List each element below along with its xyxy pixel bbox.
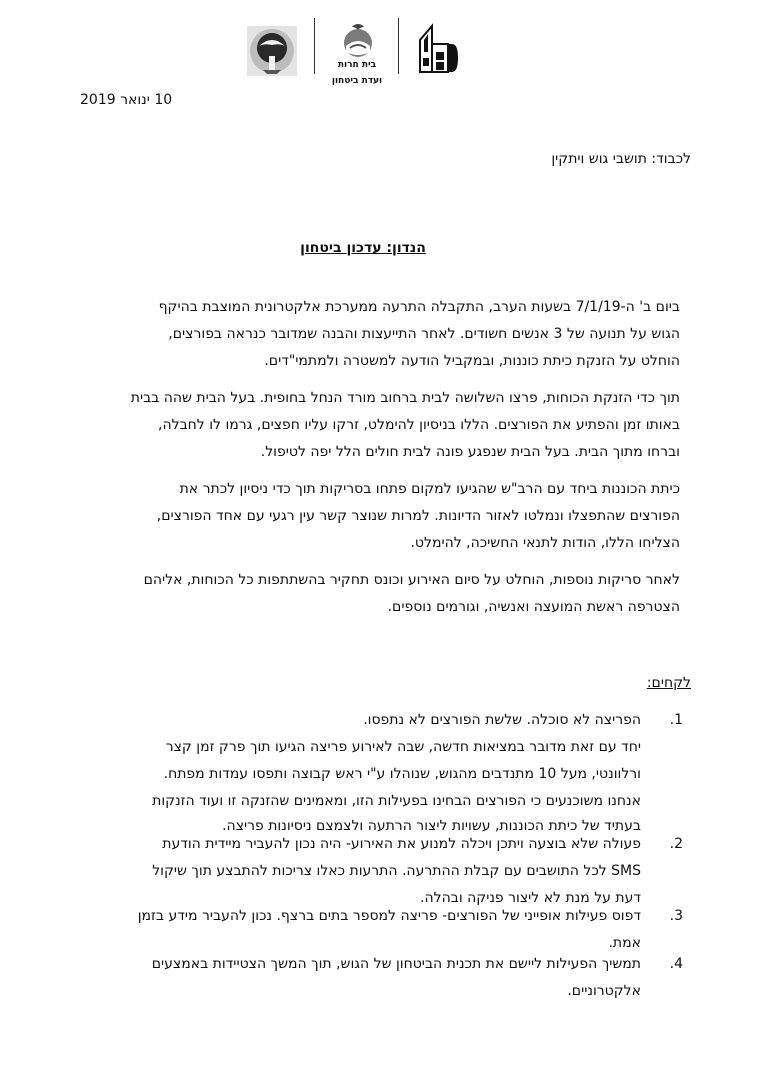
lesson-line: בעתיד של כיתת הכוננות, עשויות ליצור הרתעה ולצמצם ניסיונות פריצה.: [222, 818, 641, 834]
lesson-number: 2.: [669, 836, 683, 852]
logo-center-subtext: ועדת ביטחון: [331, 76, 383, 86]
lesson-number: 3.: [669, 908, 683, 924]
subject-line: הנדון: עדכון ביטחון: [300, 240, 426, 256]
lesson-line: דפוס פעילות אופייני של הפורצים- פריצה למספר בתים ברצף. נכון להעביר מידע בזמן: [137, 908, 641, 924]
lesson-line: דעת על מנת לא ליצור פניקה ובהלה.: [420, 890, 641, 906]
lesson-line: יחד עם זאת מדובר במציאות חדשה, שבה לאירוע פריצה הגיעו תוך פרק זמן קצר: [165, 739, 641, 755]
lesson-line: הפריצה לא סוכלה. שלשת הפורצים לא נתפסו.: [363, 712, 641, 728]
body-line: הצטרפה ראשת המועצה ואנשיה, וגורמים נוספים.: [387, 599, 680, 615]
emblem-logo: [247, 26, 297, 76]
body-line: לאחר סריקות נוספות, הוחלט על סיום האירוע וכונס תחקיר בהשתתפות כל הכוחות, אליהם: [143, 572, 680, 588]
header-divider: [398, 18, 399, 74]
lesson-line: ורלוונטי, מעל 10 מתנדבים מהגוש, שנוהלו ע"י ראש קבוצה ותפסו עמדות מפתח.: [163, 766, 641, 782]
body-line: וברחו מתוך הבית. בעל הבית שנפגע פונה לבית חולים הלל יפה לטיפול.: [260, 444, 680, 460]
body-line: תוך כדי הזנקת הכוחות, פרצו השלושה לבית ברחוב מורד הנחל בחופית. בעל הבית שהה בבית: [130, 390, 680, 406]
lesson-line: אמת.: [608, 935, 641, 951]
body-line: הוחלט על הזנקת כיתת כוננות, ובמקביל הודעה למשטרה ולמתמי"דים.: [264, 353, 680, 369]
lesson-number: 4.: [669, 956, 683, 972]
lesson-number: 1.: [669, 712, 683, 728]
logo-center-name: בית חרות: [337, 60, 377, 70]
header-divider: [314, 18, 315, 74]
buildings-logo: [418, 22, 460, 74]
lessons-heading: לקחים:: [646, 675, 691, 691]
lesson-line: אלקטרוניים.: [567, 983, 641, 999]
body-line: כיתת הכוננות ביחד עם הרב"ש שהגיעו למקום פתחו בסריקות תוך כדי ניסיון לכתר את: [179, 481, 680, 497]
lesson-line: פעולה שלא בוצעה ויתכן ויכלה למנוע את האירוע- היה נכון להעביר מיידית הודעת: [162, 836, 641, 852]
lesson-line: אנחנו משוכנעים כי הפורצים הבחינו בפעילות הזו, ומאמינים שהזנקה זו ועוד הזנקות: [152, 793, 641, 809]
recipient-line: לכבוד: תושבי גוש ויתקין: [551, 151, 691, 167]
lesson-line: תמשיך הפעילות ליישם את תכנית הביטחון של הגוש, תוך המשך הצטיידות באמצעים: [151, 956, 641, 972]
body-line: הפורצים שהתפצלו ונמלטו לאזור הדיונות. למרות שנוצר קשר עין רגעי עם אחד הפורצים,: [156, 508, 680, 524]
body-line: הגוש על תנועה של 3 אנשים חשודים. לאחר התייעצות והבנה שמדובר כנראה בפורצים,: [168, 326, 680, 342]
body-line: באותו זמן והפתיע את הפורצים. הללו בניסיון להימלט, זרקו עליו חפצים, גרמו לו לחבלה,: [158, 417, 680, 433]
lesson-line: SMS לכל התושבים עם קבלת ההתרעה. התרעות כאלו צריכות להתבצע תוך שיקול: [152, 863, 641, 879]
body-line: ביום ב' ה-7/1/19 בשעות הערב, התקבלה התרעה ממערכת אלקטרונית המוצבת בהיקף: [158, 299, 680, 315]
body-line: הצליחו הללו, הודות לתנאי החשיכה, להימלט.: [410, 535, 680, 551]
letter-date: 10 ינואר 2019: [80, 92, 173, 108]
